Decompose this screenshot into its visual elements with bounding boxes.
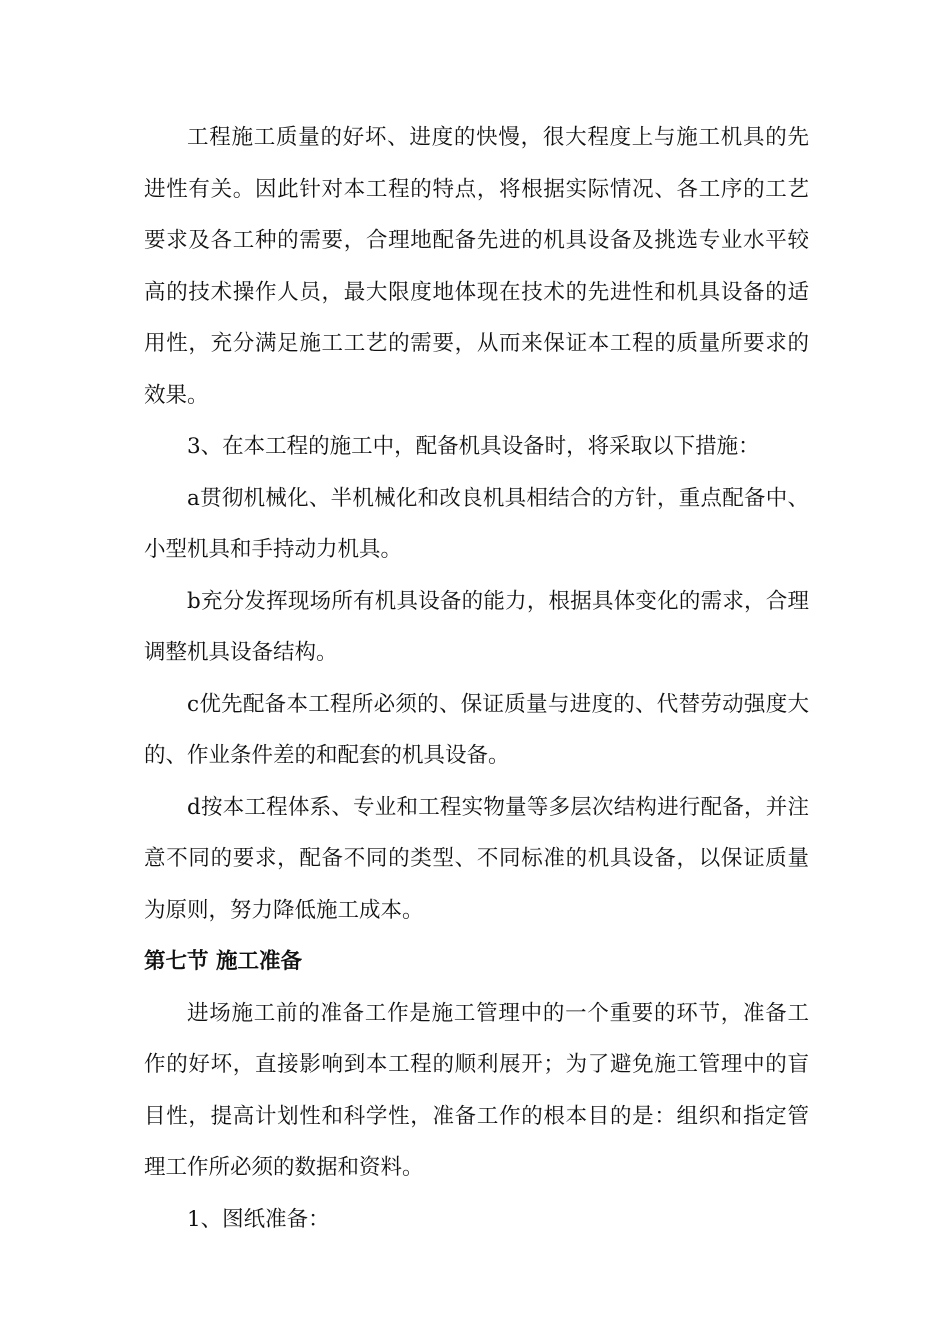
paragraph-measure-a: a贯彻机械化、半机械化和改良机具相结合的方针，重点配备中、小型机具和手持动力机具。: [144, 485, 809, 562]
document-page: [144, 112, 809, 1245]
paragraph-measure-b: b充分发挥现场所有机具设备的能力，根据具体变化的需求，合理调整机具设备结构。: [144, 588, 809, 665]
section-heading: 第七节 施工准备: [144, 949, 302, 974]
paragraph-measure-c: c优先配备本工程所必须的、保证质量与进度的、代替劳动强度大的、作业条件差的和配套的机具设备。: [144, 691, 809, 768]
paragraph-preparation-intro: 进场施工前的准备工作是施工管理中的一个重要的环节，准备工作的好坏，直接影响到本工程的顺利展开；为了避免施工管理中的盲目性，提高计划性和科学性，准备工作的根本目的是：组织和指定管理工作所必须的数据和资料。: [144, 1000, 809, 1180]
paragraph-equipment-intro: 工程施工质量的好坏、进度的快慢，很大程度上与施工机具的先进性有关。因此针对本工程的特点，将根据实际情况、各工序的工艺要求及各工种的需要，合理地配备先进的机具设备及挑选专业水平较高的技术操作人员，最大限度地体现在技术的先进性和机具设备的适用性，充分满足施工工艺的需要，从而来保证本工程的质量所要求的效果。: [144, 125, 809, 408]
paragraph-measures-intro: 3、在本工程的施工中，配备机具设备时，将采取以下措施：: [187, 434, 760, 459]
paragraph-drawing-preparation: 1、图纸准备：: [187, 1206, 330, 1232]
paragraph-measure-d: d按本工程体系、专业和工程实物量等多层次结构进行配备，并注意不同的要求，配备不同的类型、不同标准的机具设备，以保证质量为原则，努力降低施工成本。: [144, 794, 809, 923]
